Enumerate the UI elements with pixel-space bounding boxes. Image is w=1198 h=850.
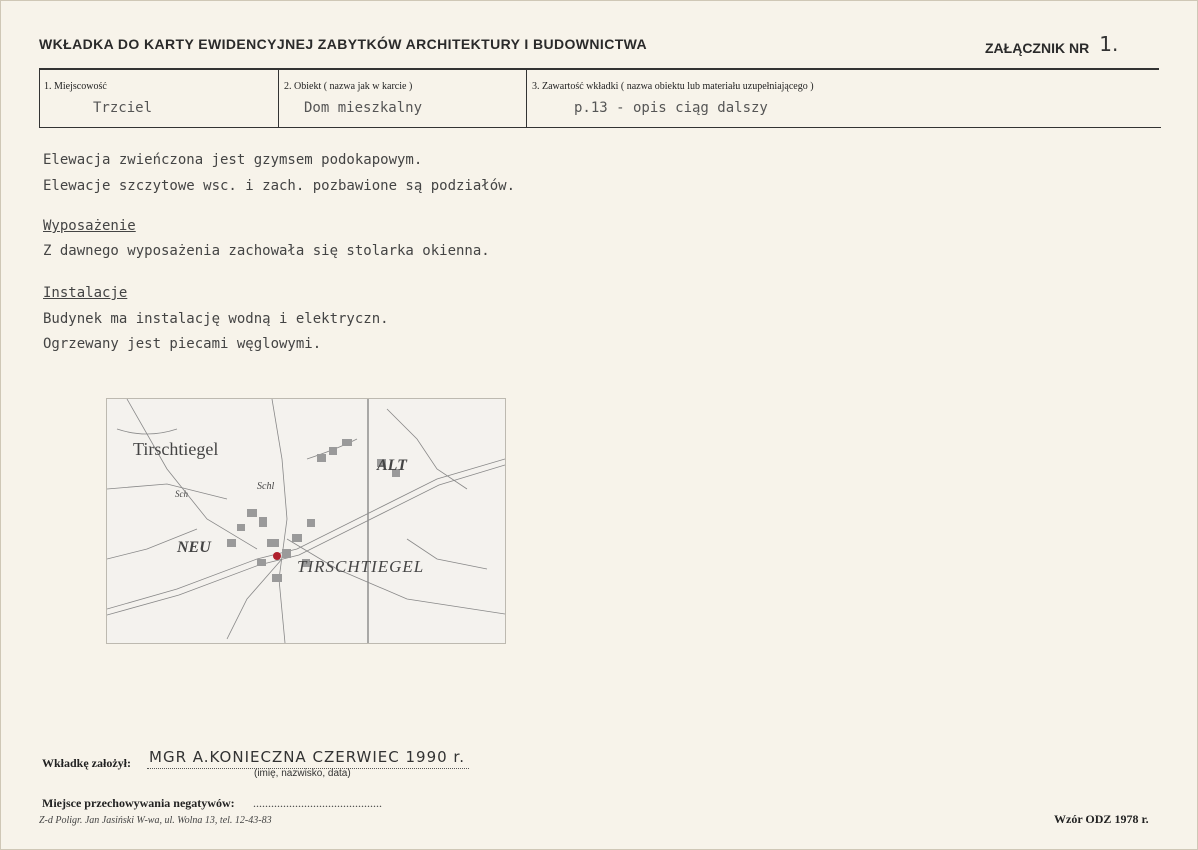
field-locality-label: 1. Miejscowość [44,81,107,92]
body-line: Z dawnego wyposażenia zachowała się stolarka okienna. [43,243,490,259]
field-content-value: p.13 - opis ciąg dalszy [574,100,768,116]
table-left-border [39,69,40,128]
body-line: Ogrzewany jest piecami węglowymi. [43,336,322,352]
annex-number: 1. [1099,32,1119,56]
map-label-sch: Sch [175,489,188,499]
form-number: Wzór ODZ 1978 r. [1054,812,1149,826]
founder-signature: MGR A.KONIECZNA CZERWIEC 1990 r. [149,748,465,766]
negatives-dots: ........................................... [253,796,382,810]
historic-map [106,398,506,644]
form-title: WKŁADKA DO KARTY EWIDENCYJNEJ ZABYTKÓW ARCHITEKTURY I BUDOWNICTWA [39,36,648,52]
field-object-value: Dom mieszkalny [304,100,423,116]
table-top-rule [39,68,1159,70]
map-label-neu: NEU [177,539,211,556]
negatives-label: Miejsce przechowywania negatywów: [42,796,235,810]
map-label-tirschtiegel-large: TIRSCHTIEGEL [297,557,425,576]
founder-hint: (imię, nazwisko, data) [254,768,351,779]
section-heading-equipment: Wyposażenie [43,218,136,234]
map-label-alt: ALT [377,457,407,474]
field-content-label: 3. Zawartość wkładki ( nazwa obiektu lub materiału uzupełniającego ) [532,81,814,92]
map-label-tirschtiegel: Tirschtiegel [133,439,219,459]
founder-label: Wkładkę założył: [42,756,131,770]
body-line: Elewacje szczytowe wsc. i zach. pozbawione są podziałów. [43,178,516,194]
table-divider-1 [278,69,279,128]
annex-label: ZAŁĄCZNIK NR [985,40,1090,56]
body-line: Elewacja zwieńczona jest gzymsem podokapowym. [43,152,423,168]
annex-heading [985,34,1118,58]
field-locality-value: Trzciel [93,100,153,116]
body-line: Budynek ma instalację wodną i elektryczn. [43,311,389,327]
table-divider-2 [526,69,527,128]
map-label-schl: Schl [257,481,275,492]
field-object-label: 2. Obiekt ( nazwa jak w karcie ) [284,81,413,92]
location-marker [273,552,281,560]
printer-imprint: Z-d Poligr. Jan Jasiński W-wa, ul. Wolna 13, tel. 12-43-83 [39,815,272,826]
table-bottom-rule [39,127,1161,128]
map-drawing [107,399,505,643]
section-heading-installations: Instalacje [43,285,128,301]
